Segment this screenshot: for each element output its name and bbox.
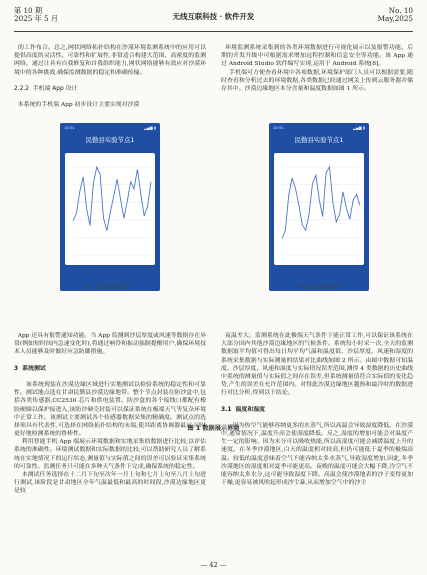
top-right-column [221, 36, 413, 93]
chart-card [65, 153, 155, 265]
signal-battery-icon: ▂▄▆ ▮ [352, 125, 365, 130]
bottom-left-column [14, 324, 206, 495]
app-title: 民勤县实验节点1 [85, 136, 135, 144]
air-temperature-chart [274, 153, 364, 265]
status-time: 10:51 [273, 125, 284, 130]
section-3-1-heading: 3.1 温度和湿度 [221, 406, 265, 413]
paragraph-app-intro: 本系统的手机端 App 初步设计主要实现对沙漠 [17, 102, 140, 109]
page-number: — 42 — [200, 561, 227, 569]
status-bar [64, 125, 156, 131]
caption-a: (a) 土壤湿度数据展示 [85, 285, 133, 290]
header-journal: 无线互联科技 · 软件开发 [172, 12, 255, 21]
section-3-heading: 3 系统测试 [14, 365, 46, 372]
paragraph-temp-humidity: 因为热空气能够容纳更多的水蒸气,所以高温会导致湿度降低。在沙漠中,通常情况下,温度升高会使湿度降低。反之,湿度的增加可能会对温度产生一定的影响。因为水分可以吸收热能,所以高湿度可能会减缓温度上升的速度。在冬季沙漠地区,白天的温度相对较高,但仍可能低于夏季的极端高温。较低的温度意味着空气不能容纳太多水蒸气,导致湿度增加,因此,冬季沙漠地区的湿度相对夏季可能更高。夜晚的温度可能会大幅下降,冷空气不能容纳太多水分,这可能导致湿度下降。高温会使沙漠地表的沙子变得更加干燥,更容易被风吹起形成沙尘暴,从而增加空气中的沙尘 [221, 422, 413, 486]
signal-battery-icon: ▂▄▆ ▮ [143, 125, 156, 130]
header-rule [14, 31, 413, 32]
status-time: 10:51 [64, 125, 75, 130]
series-line [282, 167, 360, 239]
paragraph-mesh: 的工作布合。总之,网状网络拓扑结构在沙漠环境监测系统中的应用可以提供高度的灵活性、可靠性和扩展性,非常适合构建大范围、高密度的监测网络。通过让具有自我修复和自我组织能力,网状网络能够有效应对沙漠环境中的各种挑战,确保监测数据的稳定和准确传输。 [14, 45, 207, 76]
bottom-right-column [221, 324, 413, 487]
paragraph-app-features: 环境监测系统采集到的各类环境数据进行可视化展示以及报警功能。后期的开发升级中可根据需求增加远程控制和信息安全等功能。该 App 通过 Android Studio 软件编写实现,运用于 Android 系统[8]。 手机端可方便查看环境中各项数据,环境保护部门人员可以根据需要,随时查看和分析过去的环境数据,各类数据已经通过网关上传到云服务器并储存其中。沙漠边缘地区本分含量和温度数据如图 1 所示。 [221, 45, 414, 92]
caption-b: (b) 空气温度数据展示 [295, 285, 343, 290]
paragraph-testing: 该系统现装在沙漠边缘区域进行实地测试以检验系统的稳定性和可靠性。测试地点选在甘肃民勤县沙漠边缘地带。整个节点封装在防沙盒中,包括各类传感器,CC2530 芯片和供电装置。防沙盒的各个接线口都配有橡胶硬圈以保护接进入,该防沙硬壳封装可以保证系统在极端天气等复杂环境中正常工作。该测试主要测试各个传感器数据采集的精确度。测试点的选择须具有代表性,可选择在网络拓扑结构的末端,使其距离协调器最远,同时更好地检测系统的鲁棒性。 利用智能手机 App 端展示环境数据和实地采集的数据进行比较,以评估系统的准确性。环境测试数据和实际数据的比较,可以帮助研究人员了解系统在实地情况下的运行状态,测量值与实际值之间的误差可以验证采集系统的可靠性。监测任务只可能在多种天气条件下完成,确保系统的稳定性。 本测试任务选择在十二月下旬至次年一月上旬和七月上旬至八月上旬进行测试,该阶段是甘肃地区全年气温最低和最高的时间段,沙漠边缘地区更是较 [14, 382, 206, 495]
series-line [73, 167, 151, 231]
app-title: 民勤县实验节点1 [294, 136, 344, 144]
header-date-cn: 2025 年 5 月 [14, 14, 59, 23]
status-bar [273, 125, 365, 131]
app-screenshot-soil-humidity [60, 123, 160, 291]
header-issue-cn: 第 10 期 [14, 6, 43, 15]
paragraph-alarm: App 还具有报警通知功能。当 App 监测到沙层厚度或风速等数据存在异常(例如短时间内急速变化时),将通过响铃和振动强制提醒用户,确保环境技术人员能够及时做好应急防御措施。 [14, 333, 207, 356]
header-date-en: May,2025 [377, 14, 413, 23]
section-2-2-2-heading: 2.2.2 手机端 App 设计 [14, 85, 78, 92]
paragraph-results: 夜温差大。监测系统在此极端天气条件下能正常工作,可以保证该系统在大部分国内其他沙漠边缘地区的气候条件。系统每小时采一次,全天的监测数据取平均值可得出每日均平均气温和温度值、沙层厚度、风速和湿度的系统采集数据与实际测量的结果对比曲线如图 2 所示。由图中数据可知温度、沙层厚度、风速和湿度与实际情况误差范围,测得 4 类数据的历史曲线中系统的测量值与实际值之间存在误差,但系统测量值符合实际值的变化趋势,产生的误差在允许范围内。对得此沙漠边缘地区越热和最冷时的数据进行对比分析,得到以下结论。 [221, 333, 414, 397]
figure-caption: 图 1 数据展示界面 [187, 425, 240, 432]
header-issue-en: No. 10 [388, 6, 413, 15]
soil-humidity-chart [65, 153, 155, 265]
top-left-column [14, 36, 206, 109]
chart-card [274, 153, 364, 265]
app-screenshot-air-temperature [269, 123, 369, 291]
